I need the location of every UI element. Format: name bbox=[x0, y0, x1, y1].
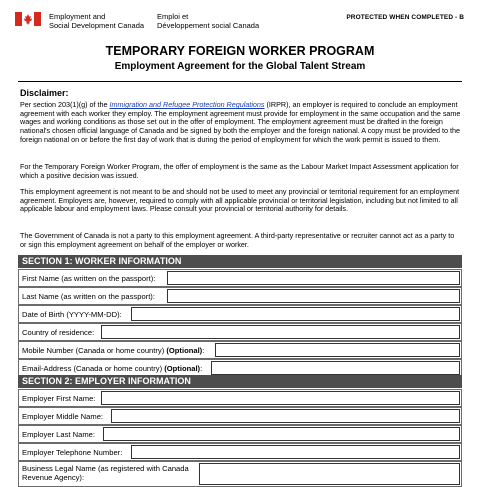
employer-first-name-label: Employer First Name: bbox=[22, 394, 96, 403]
section-1-header: SECTION 1: WORKER INFORMATION bbox=[18, 255, 462, 268]
worker-last-name-label: Last Name (as written on the passport): bbox=[22, 292, 155, 301]
canada-flag-icon bbox=[15, 12, 41, 26]
employer-telephone-input[interactable] bbox=[131, 445, 460, 459]
email-optional-text: (Optional) bbox=[164, 364, 201, 373]
employer-middle-name-row bbox=[18, 407, 462, 425]
form-subtitle: Employment Agreement for the Global Talent Stream bbox=[114, 61, 366, 72]
mobile-optional-text: (Optional) bbox=[166, 346, 203, 355]
worker-first-name-input[interactable] bbox=[167, 271, 460, 285]
business-legal-name-input[interactable] bbox=[199, 463, 460, 485]
employer-first-name-input[interactable] bbox=[101, 391, 460, 405]
dept-fr-line1: Emploi et bbox=[157, 12, 189, 21]
country-of-residence-label: Country of residence: bbox=[22, 328, 95, 337]
title-divider bbox=[18, 81, 462, 82]
mobile-label-text: Mobile Number (Canada or home country) bbox=[22, 346, 167, 355]
email-label-text: Email-Address (Canada or home country) bbox=[22, 364, 165, 373]
dept-en-line2: Social Development Canada bbox=[49, 21, 145, 30]
form-title: TEMPORARY FOREIGN WORKER PROGRAM bbox=[105, 44, 375, 58]
email-colon: : bbox=[200, 364, 203, 373]
legal-name-label-line2: Revenue Agency): bbox=[22, 473, 85, 482]
employer-first-name-row bbox=[18, 389, 462, 407]
protected-marking: PROTECTED WHEN COMPLETED - B bbox=[346, 14, 464, 21]
date-of-birth-row bbox=[18, 305, 462, 323]
mobile-number-label bbox=[22, 346, 204, 355]
worker-first-name-label: First Name (as written on the passport): bbox=[22, 274, 156, 283]
disclaimer-heading: Disclaimer: bbox=[20, 88, 69, 98]
legal-name-label-line1: Business Legal Name (as registered with Canada bbox=[22, 464, 189, 473]
section-2-header: SECTION 2: EMPLOYER INFORMATION bbox=[18, 375, 462, 388]
email-address-label bbox=[22, 364, 202, 373]
irpr-link[interactable]: Immigration and Refugee Protection Regulations bbox=[109, 100, 265, 109]
business-legal-name-row bbox=[18, 461, 462, 487]
mobile-colon: : bbox=[202, 346, 205, 355]
business-legal-name-label bbox=[22, 464, 189, 482]
disclaimer-paragraph-3: This employment agreement is not meant to be and should not be used to meet any provincial or territorial requirement for an employment agreement. Employers are, however, required to comply with all applicable provincial or territorial legislation, including but not limited to all applicable labour and employment laws. Please consult your provincial or territorial authority for details. bbox=[20, 187, 460, 214]
country-of-residence-row bbox=[18, 323, 462, 341]
employer-telephone-row bbox=[18, 443, 462, 461]
date-of-birth-label: Date of Birth (YYYY-MM-DD): bbox=[22, 310, 122, 319]
p1-text-end: (IRPR), an employer is required to conclude an employment agreement with each worker they employ. The employment agreement must provide for employment in the same occupation and the same wages and working conditions as those set out in the offer of employment. The employment agreement must be drafted in the foreign national's chosen official language of Canada and be signed by both the employer and the foreign national. A copy must be provided to the foreign national on or before the first day of work that is during the period of employment for which the work permit is issued to them. bbox=[20, 100, 461, 144]
date-of-birth-input[interactable] bbox=[131, 307, 460, 321]
employer-middle-name-label: Employer Middle Name: bbox=[22, 412, 104, 421]
department-name-french bbox=[157, 12, 259, 30]
disclaimer-paragraph-2: For the Temporary Foreign Worker Program, the offer of employment is the same as the Labour Market Impact Assessment application for which a positive decision was issued. bbox=[20, 162, 459, 180]
email-address-input[interactable] bbox=[211, 361, 460, 375]
page-header bbox=[0, 0, 480, 40]
dept-fr-line2: Développement social Canada bbox=[157, 21, 260, 30]
employer-telephone-label: Employer Telephone Number: bbox=[22, 448, 123, 457]
p1-text-start: Per section 203(1)(g) of the bbox=[20, 100, 110, 109]
employer-last-name-row bbox=[18, 425, 462, 443]
disclaimer-paragraph-1 bbox=[20, 101, 462, 145]
employer-middle-name-input[interactable] bbox=[111, 409, 460, 423]
worker-last-name-row bbox=[18, 287, 462, 305]
mobile-number-input[interactable] bbox=[215, 343, 460, 357]
dept-en-line1: Employment and bbox=[49, 12, 106, 21]
employer-last-name-input[interactable] bbox=[103, 427, 460, 441]
worker-first-name-row bbox=[18, 269, 462, 287]
worker-last-name-input[interactable] bbox=[167, 289, 460, 303]
disclaimer-paragraph-4: The Government of Canada is not a party to this employment agreement. A third-party representative or recruiter cannot act as a party to or sign this employment agreement on behalf of the employer or worker. bbox=[20, 231, 455, 249]
department-name-english bbox=[49, 12, 144, 30]
mobile-number-row bbox=[18, 341, 462, 359]
country-of-residence-input[interactable] bbox=[101, 325, 460, 339]
employer-last-name-label: Employer Last Name: bbox=[22, 430, 96, 439]
